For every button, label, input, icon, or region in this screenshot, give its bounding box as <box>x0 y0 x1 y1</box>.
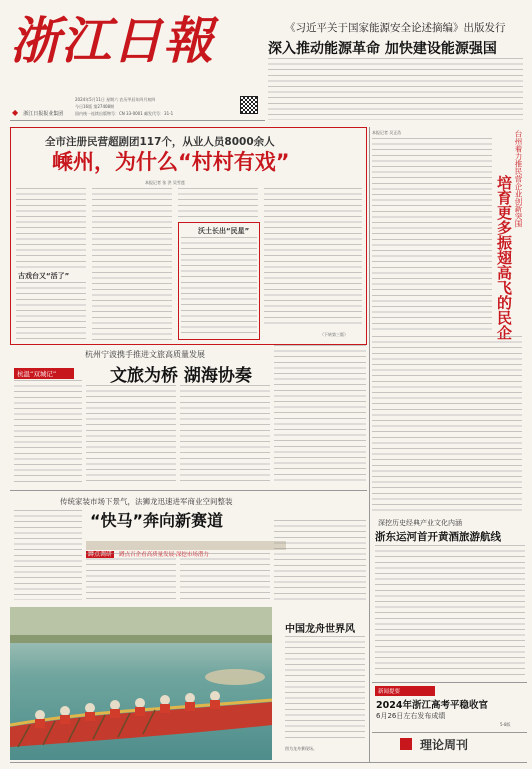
footer-divider <box>372 732 527 733</box>
photo-illustration <box>10 607 272 760</box>
lower-body-col2 <box>180 553 270 603</box>
masthead-title <box>10 12 240 72</box>
notice-label: 新闻提要 <box>375 686 435 696</box>
lead-body-col3a <box>178 188 258 220</box>
photo-caption-body <box>285 636 365 742</box>
top-story-kicker: 《习近平关于国家能源安全论述摘编》出版发行 <box>285 22 506 34</box>
right-sub-headline: 浙东运河首开黄酒旅游航线 <box>375 531 501 543</box>
right-column-headline: 培育更多振翅高飞的民企 <box>495 175 513 340</box>
lead-byline: 本报记者 张 洪 吴雪莲 <box>145 180 185 185</box>
right-column-body2 <box>372 336 522 512</box>
middle-left-label: 杭温“双城记” <box>14 368 74 379</box>
lower-side-banner <box>86 541 286 558</box>
right-column-label: 台州着力推民营企业创新突围 <box>514 130 523 228</box>
date-line: 2024年5月11日 星期六 农历甲辰年四月初四 <box>75 97 156 102</box>
lower-kicker: 传统家装市场下景气，法狮龙迅速进军商业空间整装 <box>60 497 233 506</box>
lead-subhead: 全市注册民营超剧团117个，从业人员8000余人 <box>45 136 275 148</box>
lower-left-body <box>14 510 82 600</box>
photo-caption-title: 中国龙舟世界风 <box>285 624 355 635</box>
lower-banner-text: 蹲点百企看高质量发展·深挖市场潜力 <box>119 552 209 558</box>
theory-weekly: 理论周刊 <box>420 738 469 752</box>
dragon-boat-photo <box>10 607 272 760</box>
lower-divider <box>10 490 367 491</box>
newspaper-nameplate: 浙江日報 <box>10 11 214 70</box>
issue-number: 今日16版 第27408期 <box>75 104 115 109</box>
lead-side-title: 古戏台又“活了” <box>18 272 70 280</box>
lead-body-col1 <box>16 188 86 268</box>
middle-left-body <box>14 380 82 485</box>
lower-body-col1 <box>86 553 176 603</box>
middle-headline: 文旅为桥 湖海协奏 <box>110 366 252 386</box>
lower-body-col3 <box>274 520 366 602</box>
middle-kicker: 杭州宁波携手推进文旅高质量发展 <box>85 350 205 359</box>
lead-headline: 嵊州，为什么“村村有戏” <box>52 150 290 174</box>
lower-headline: “快马”奔向新赛道 <box>90 511 224 530</box>
notice-subtitle: 6月26日左右发布成绩 <box>376 712 446 720</box>
top-story-body <box>268 58 523 120</box>
middle-body-col2 <box>180 385 270 485</box>
photo-caption-label: 图为龙舟赛现场。 <box>285 746 317 751</box>
lead-body-col2 <box>92 188 172 340</box>
masthead-divider <box>10 120 265 121</box>
middle-body-col3 <box>274 345 366 485</box>
page-rule-bottom <box>10 762 527 763</box>
notice-title: 2024年浙江高考平稳收官 <box>376 700 488 711</box>
lower-side-label: 蹲点调研 <box>88 551 113 558</box>
lead-continued: （下转第三版） <box>320 332 348 337</box>
notice-page-ref: 5-8版 <box>500 722 511 727</box>
masthead-logo: ◆ 浙江日报报业集团 <box>12 108 64 117</box>
publication-code: 国内统一连续出版物号：CN 33-0001 邮发代号：31-1 <box>75 111 174 116</box>
right-sub-body <box>375 545 525 675</box>
lead-body-col4 <box>264 188 362 328</box>
notice-divider <box>372 682 527 683</box>
right-sub-kicker: 深挖历史经典产业文化内涵 <box>378 519 462 527</box>
lead-box-body <box>181 237 257 337</box>
middle-body-col1 <box>86 385 176 485</box>
top-story-headline: 深入推动能源革命 加快建设能源强国 <box>268 41 497 57</box>
lead-body-col1b <box>16 282 86 340</box>
right-column-byline: 本报记者 吴正浩 <box>372 130 402 135</box>
right-column-divider <box>369 127 370 762</box>
right-column-body1 <box>372 138 492 334</box>
theory-weekly-icon <box>400 738 412 750</box>
group-logo-icon: ◆ <box>12 108 19 117</box>
qr-code-icon <box>240 96 258 114</box>
lead-box-title: 沃土长出“民星” <box>198 227 250 235</box>
